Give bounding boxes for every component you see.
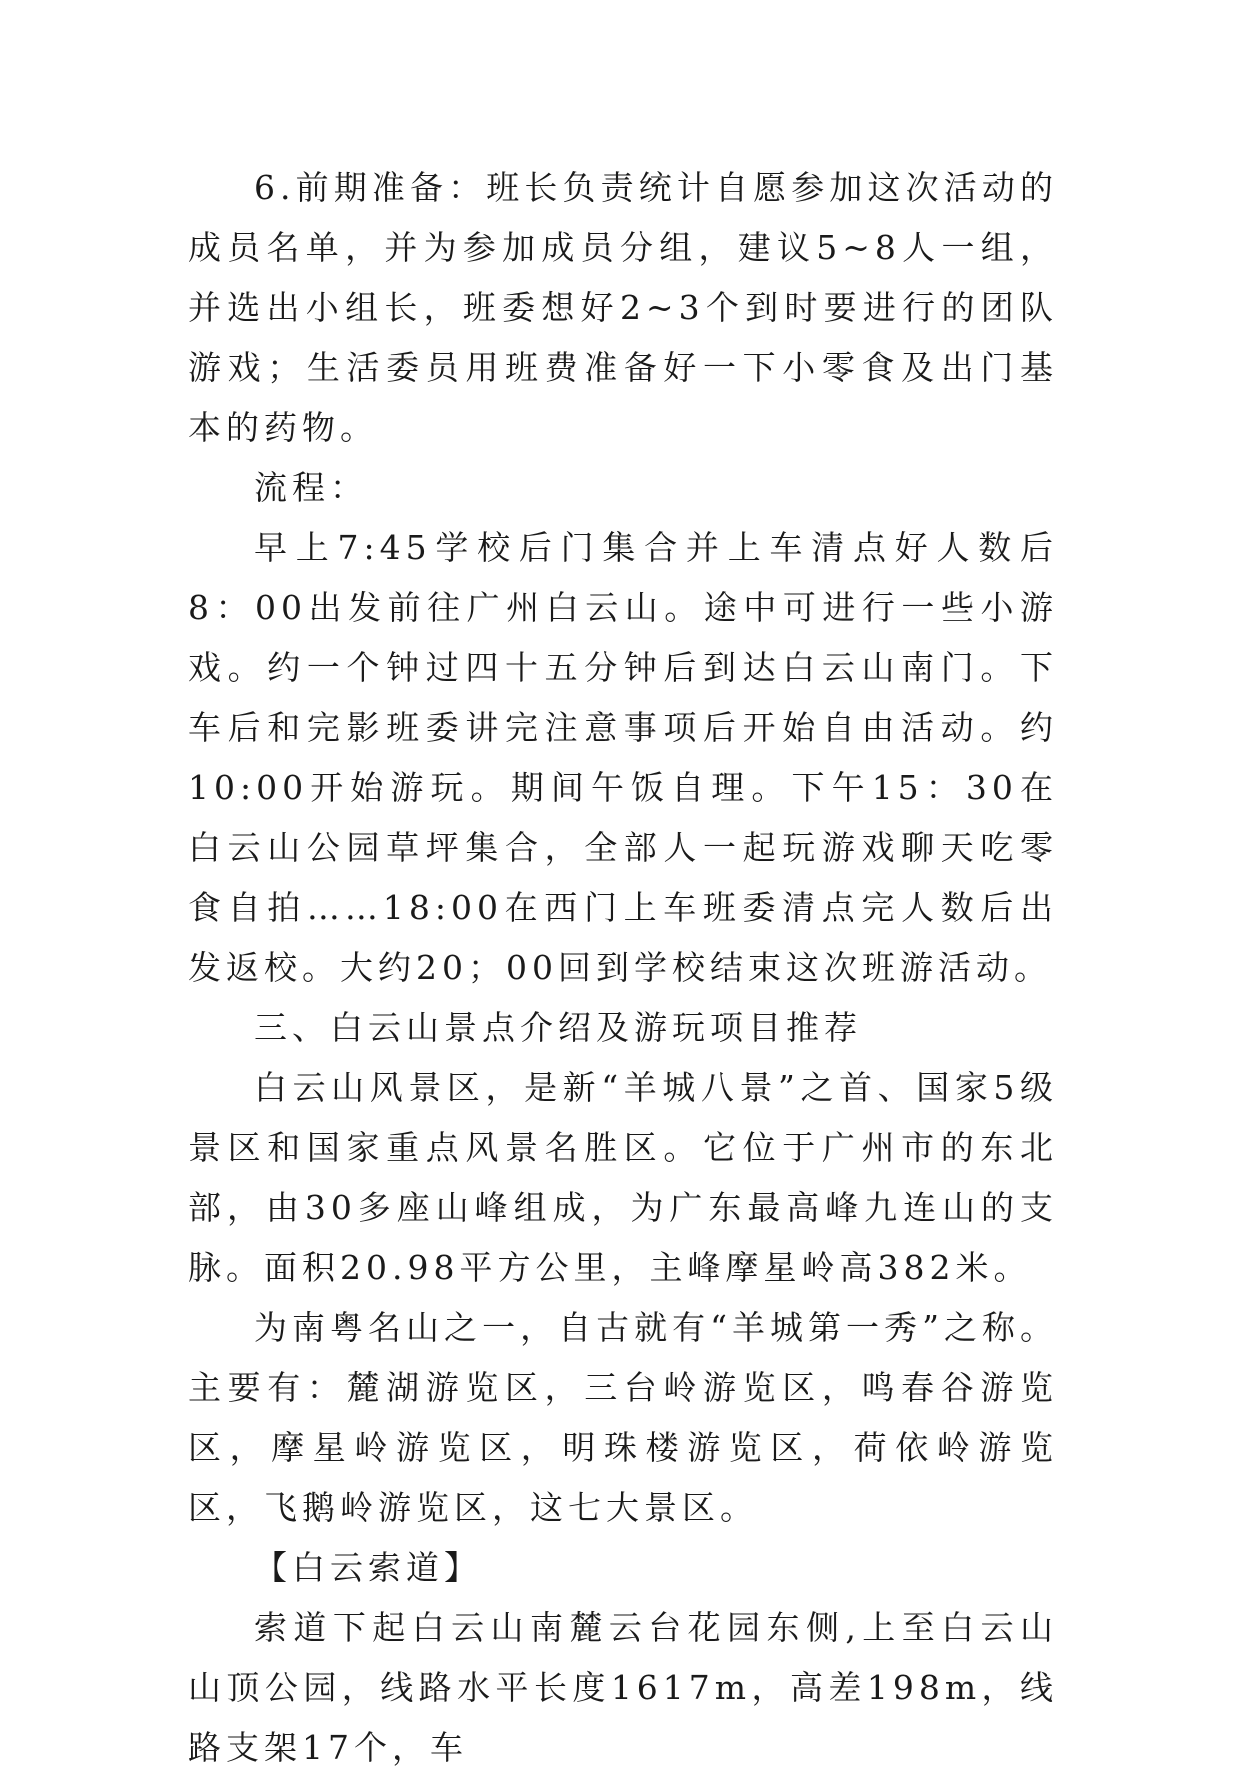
- heading-process: 流程：: [254, 468, 368, 507]
- document-body: [188, 158, 1058, 1778]
- paragraph-scenic-areas: 为南粤名山之一，自古就有“羊城第一秀”之称。主要有：麓湖游览区，三台岭游览区，鸣春谷游览区，摩星岭游览区，明珠楼游览区，荷依岭游览区，飞鹅岭游览区，这七大景区。: [188, 1308, 1058, 1527]
- paragraph-cableway: 索道下起白云山南麓云台花园东侧,上至白云山山顶公园，线路水平长度1617m，高差198m，线路支架17个，车: [188, 1608, 1058, 1767]
- paragraph-schedule: 早上7:45学校后门集合并上车清点好人数后8：00出发前往广州白云山。途中可进行一些小游戏。约一个钟过四十五分钟后到达白云山南门。下车后和完影班委讲完注意事项后开始自由活动。约10:00开始游玩。期间午饭自理。下午15：30在白云山公园草坪集合，全部人一起玩游戏聊天吃零食自拍……18:00在西门上车班委清点完人数后出发返校。大约20；00回到学校结束这次班游活动。: [188, 528, 1058, 987]
- paragraph-baiyun-intro: 白云山风景区，是新“羊城八景”之首、国家5级景区和国家重点风景名胜区。它位于广州市的东北部，由30多座山峰组成，为广东最高峰九连山的支脉。面积20.98平方公里，主峰摩星岭高382米。: [188, 1068, 1058, 1287]
- paragraph-preparation: 6.前期准备：班长负责统计自愿参加这次活动的成员名单，并为参加成员分组，建议5~8人一组，并选出小组长，班委想好2~3个到时要进行的团队游戏；生活委员用班费准备好一下小零食及出门基本的药物。: [188, 168, 1058, 447]
- section-heading-attractions: 三、白云山景点介绍及游玩项目推荐: [254, 1008, 862, 1047]
- heading-cableway: 【白云索道】: [254, 1548, 482, 1587]
